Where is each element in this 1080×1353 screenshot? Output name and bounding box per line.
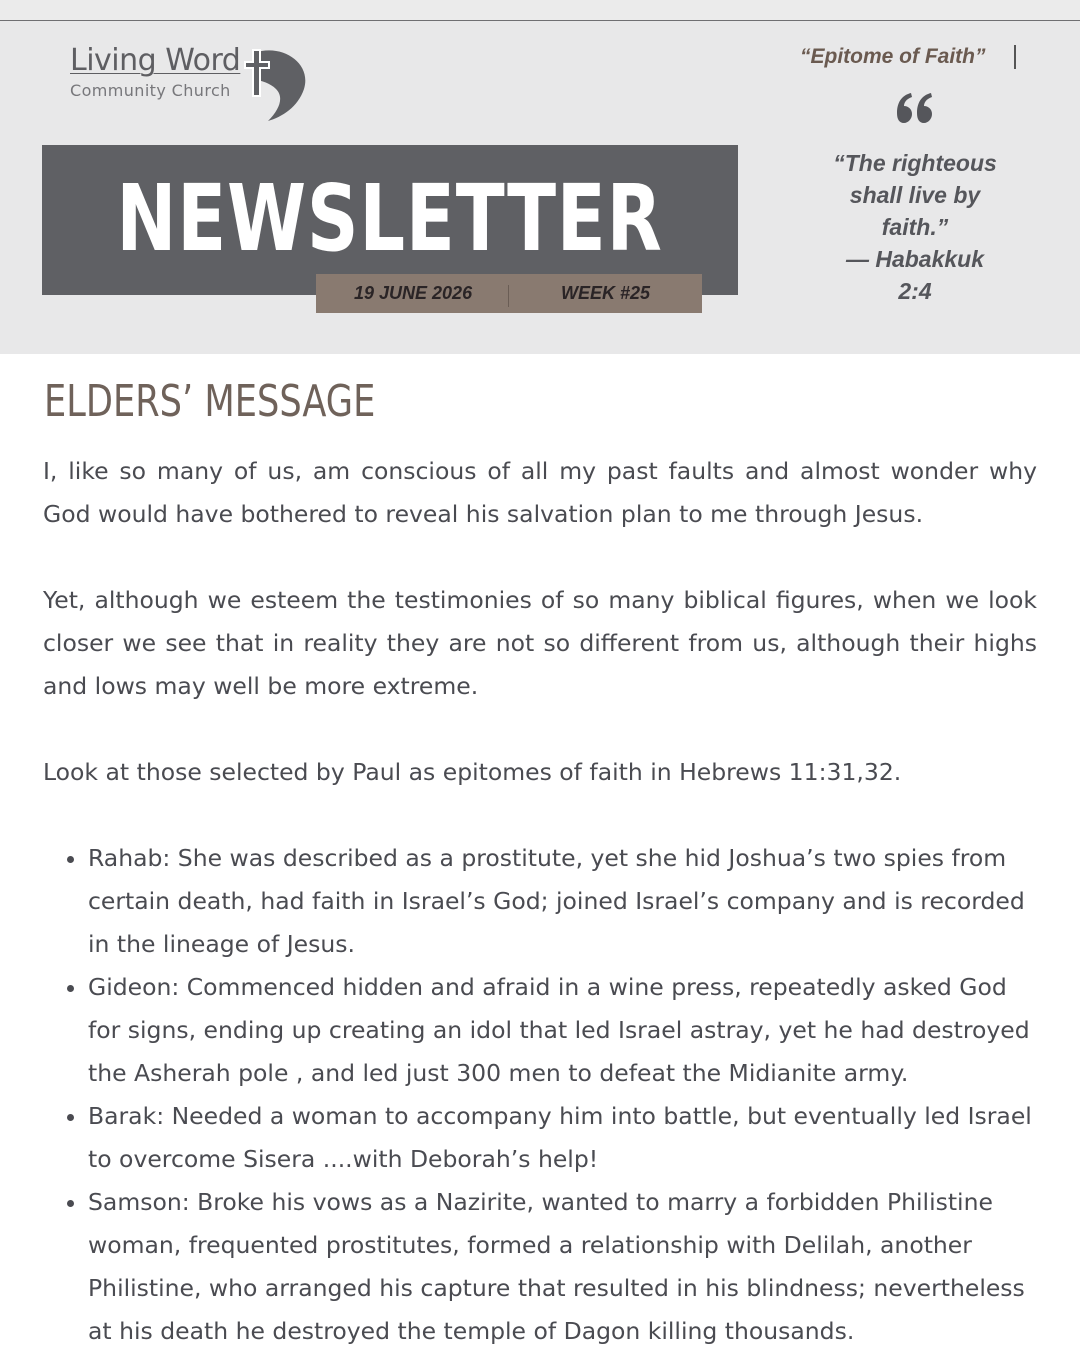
logo-subtitle: Community Church	[70, 81, 231, 100]
top-border	[0, 0, 1080, 21]
list-item: • Rahab: She was described as a prostitute, yet she hid Joshua’s two spies from certain death, had faith in Israel’s God; joined Israel’s company and is recorded in the lineage of Jesus.	[88, 837, 1037, 966]
quote-divider	[1014, 45, 1016, 69]
article-paragraph: Yet, although we esteem the testimonies of so many biblical figures, when we look closer we see that in reality they are not so different from us, although their highs and lows may well be more extreme.	[43, 586, 1037, 700]
article-paragraph: Look at those selected by Paul as epitomes of faith in Hebrews 11:31,32.	[43, 758, 902, 786]
quote-mark-icon	[895, 91, 935, 125]
section-heading: ELDERS’ MESSAGE	[44, 376, 376, 427]
quote-title: “Epitome of Faith”	[800, 45, 986, 68]
church-logo	[70, 43, 320, 123]
article-body	[43, 450, 1037, 1353]
list-item: • Gideon: Commenced hidden and afraid in a wine press, repeatedly asked God for signs, ending up creating an idol that led Israel astray, yet he had destroyed the Asherah pole , and led just 300 men to defeat the Midianite army.	[88, 966, 1037, 1095]
newsletter-header	[0, 21, 1080, 354]
list-item: • Barak: Needed a woman to accompany him into battle, but eventually led Israel to overcome Sisera ....with Deborah’s help!	[88, 1095, 1037, 1181]
issue-week: WEEK #25	[561, 283, 651, 303]
logo-name: Living Word	[70, 43, 241, 78]
date-plate	[316, 274, 702, 313]
scripture-quote: “The righteous shall live by faith.” — Habakkuk 2:4	[833, 150, 997, 304]
article-paragraph: I, like so many of us, am conscious of all my past faults and almost wonder why God would have bothered to reveal his salvation plan to me through Jesus.	[43, 457, 1037, 528]
bullet-list	[43, 837, 1037, 1353]
list-item: • Samson: Broke his vows as a Nazirite, wanted to marry a forbidden Philistine woman, frequented prostitutes, formed a relationship with Delilah, another Philistine, who arranged his capture that resulted in his blindness; nevertheless at his death he destroyed the temple of Dagon killing thousands.	[88, 1181, 1037, 1353]
cross-logo-icon	[242, 45, 308, 123]
newsletter-title: NEWSLETTER	[116, 165, 663, 272]
issue-date: 19 JUNE 2026	[354, 283, 473, 303]
plate-divider	[508, 285, 509, 307]
newsletter-banner	[42, 145, 738, 295]
